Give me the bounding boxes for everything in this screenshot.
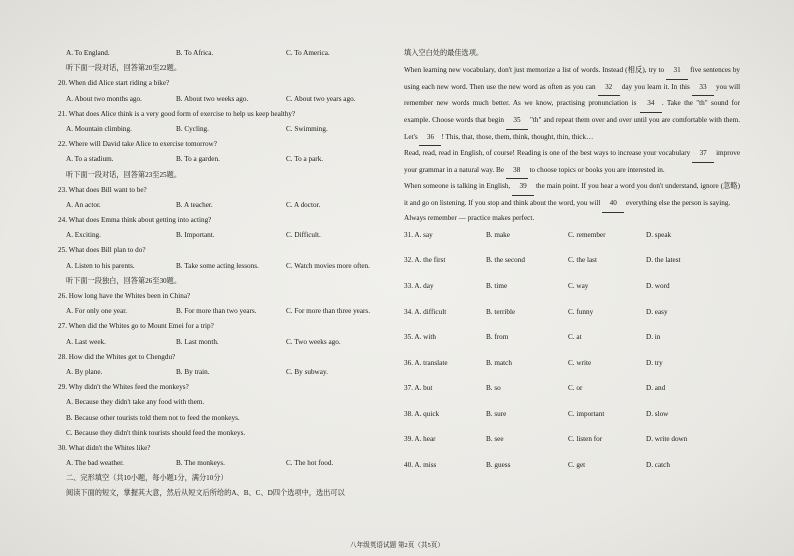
choice-36-a: 36. A. translate (404, 358, 448, 367)
q22-option-b: B. To a garden. (176, 155, 220, 164)
q30-option-b: B. The monkeys. (176, 459, 225, 468)
blank-39: 39 (512, 179, 534, 196)
blank-35: 35 (506, 113, 528, 130)
section-2-instruction: 阅读下面的短文，掌握其大意，然后从短文后所给的A、B、C、D四个选项中，选出可以 (66, 489, 345, 498)
choice-row (404, 281, 740, 307)
q23-option-c: C. A doctor. (286, 200, 321, 209)
blank-38: 38 (506, 163, 528, 180)
q29-option-a: A. Because they didn't take any food with them. (66, 398, 205, 407)
blank-33: 33 (692, 80, 714, 97)
q20-options (58, 94, 388, 109)
choice-34-c: C. funny (568, 307, 594, 316)
p3-text-b: the main point. If you hear a word you don't understand, ignore (忽略) it and go on listening. If you stop and think about the word, you will (404, 182, 740, 207)
blank-31: 31 (666, 63, 688, 80)
q30-options (58, 458, 388, 473)
choice-35-a: 35. A. with (404, 333, 436, 342)
choice-38-a: 38. A. quick (404, 409, 440, 418)
choice-38-b: B. sure (486, 409, 507, 418)
blank-34: 34 (640, 96, 662, 113)
p2-text-c: to choose topics or books you are interested in. (529, 165, 665, 174)
q21-stem: 21. What does Alice think is a very good form of exercise to help us keep healthy? (58, 109, 296, 118)
choice-31-c: C. remember (568, 230, 606, 239)
blank-37: 37 (692, 146, 714, 163)
q26-option-c: C. For more than three years. (286, 307, 371, 316)
q28-options (58, 367, 388, 382)
q20-stem: 20. When did Alice start riding a bike? (58, 79, 170, 88)
p1-text-a: When learning new vocabulary, don't just memorize a list of words. Instead (相反), try to (404, 66, 665, 75)
choice-32-b: B. the second (486, 256, 525, 265)
choice-31-b: B. make (486, 230, 510, 239)
q26-option-a: A. For only one year. (66, 307, 128, 316)
choice-39-b: B. see (486, 435, 504, 444)
choice-35-b: B. from (486, 333, 509, 342)
choice-31-a: 31. A. say (404, 230, 433, 239)
page-footer: 八年级英语试题 第2页（共5页） (350, 542, 444, 549)
q19-options (58, 48, 388, 63)
choice-31-d: D. speak (646, 230, 672, 239)
q22-stem: 22. Where will David take Alice to exercise tomorrow? (58, 140, 217, 149)
choice-row (404, 383, 740, 409)
q24-option-c: C. Difficult. (286, 231, 321, 240)
choice-row (404, 255, 740, 281)
passage-paragraph-1 (404, 63, 740, 146)
q25-option-a: A. Listen to his parents. (66, 261, 135, 270)
q25-stem: 25. What does Bill plan to do? (58, 246, 146, 255)
q28-option-b: B. By train. (176, 367, 210, 376)
choice-35-c: C. at (568, 333, 582, 342)
choice-32-d: D. the latest (646, 256, 681, 265)
q22-option-a: A. To a stadium. (66, 155, 114, 164)
q20-option-b: B. About two weeks ago. (176, 94, 249, 103)
choice-37-a: 37. A. but (404, 384, 433, 393)
section-2-title: 二、完形填空（共10小题，每小题1分，满分10分） (66, 474, 228, 483)
blank-40: 40 (602, 196, 624, 213)
choice-row (404, 307, 740, 333)
q22-option-c: C. To a park. (286, 155, 324, 164)
choice-40-b: B. guess (486, 461, 511, 470)
instruction-continued: 填入空白处的最佳选项。 (404, 49, 484, 57)
passage-paragraph-2 (404, 146, 740, 179)
choice-35-d: D. in (646, 333, 661, 342)
q21-option-c: C. Swimming. (286, 124, 328, 133)
q28-option-c: C. By subway. (286, 367, 328, 376)
choice-row (404, 460, 740, 486)
q20-option-a: A. About two months ago. (66, 94, 142, 103)
right-column (404, 48, 740, 486)
choice-37-b: B. so (486, 384, 501, 393)
q21-options (58, 124, 388, 139)
blank-36: 36 (419, 130, 441, 147)
q23-stem: 23. What does Bill want to be? (58, 185, 147, 194)
p3-text-a: When someone is talking in English, (404, 182, 511, 191)
choice-row (404, 358, 740, 384)
choice-38-c: C. important (568, 409, 605, 418)
choice-40-d: D. catch (646, 461, 670, 470)
q30-stem: 30. What didn't the Whites like? (58, 443, 151, 452)
choice-34-a: 34. A. difficult (404, 307, 447, 316)
choices-list (404, 230, 740, 486)
blank-32: 32 (598, 80, 620, 97)
p1-text-d: day you learn it. In this (621, 82, 690, 91)
q28-option-a: A. By plane. (66, 367, 103, 376)
choice-33-b: B. time (486, 281, 508, 290)
choice-39-a: 39. A. hear (404, 435, 436, 444)
q27-options (58, 337, 388, 352)
q26-stem: 26. How long have the Whites been in China? (58, 292, 191, 300)
p1-text-e: you will remember new words much better. As we know, practising pronunciation is (404, 82, 741, 108)
q24-option-a: A. Exciting. (66, 231, 101, 240)
q27-stem: 27. When did the Whites go to Mount Emei for a trip? (58, 322, 214, 331)
choice-34-b: B. terrible (486, 307, 516, 316)
q23-option-b: B. A teacher. (176, 200, 213, 209)
q30-option-a: A. The bad weather. (66, 459, 124, 468)
q21-option-b: B. Cycling. (176, 124, 209, 133)
choice-38-d: D. slow (646, 409, 669, 418)
q24-option-b: B. Important. (176, 231, 215, 240)
q27-option-c: C. Two weeks ago. (286, 337, 341, 346)
q30-option-c: C. The hot food. (286, 459, 334, 468)
q25-options (58, 261, 388, 276)
choice-33-a: 33. A. day (404, 281, 434, 290)
choice-36-d: D. try (646, 358, 663, 367)
choice-36-c: C. write (568, 358, 592, 367)
q24-stem: 24. What does Emma think about getting into acting? (58, 216, 212, 225)
p2-text-b: improve your grammar in a natural way. Be (404, 149, 741, 174)
choice-39-d: D. write down (646, 435, 688, 444)
q29-stem: 29. Why didn't the Whites feed the monkeys? (58, 383, 189, 392)
choice-row (404, 409, 740, 435)
choice-39-c: C. listen for (568, 435, 603, 444)
q23-option-a: A. An actor. (66, 200, 101, 209)
q19-option-b: B. To Africa. (176, 49, 214, 57)
choice-40-c: C. get (568, 461, 586, 470)
choice-row (404, 230, 740, 256)
p1-text-g: "th" and repeat them over and over until you are comfortable with them. Let's (404, 115, 741, 141)
instruction-20-22: 听下面一段对话，回答第20至22题。 (66, 64, 182, 73)
q29-option-c: C. Because they didn't think tourists should feed the monkeys. (66, 428, 246, 437)
q22-options (58, 154, 388, 169)
q19-option-a: A. To England. (66, 49, 110, 57)
q25-option-c: C. Watch movies more often. (286, 261, 370, 270)
choice-37-d: D. and (646, 384, 666, 393)
p3-text-c: everything else the person is saying. (626, 198, 731, 207)
choice-37-c: C. or (568, 384, 583, 393)
q26-options (58, 306, 388, 321)
q27-option-b: B. Last month. (176, 337, 219, 346)
choice-40-a: 40. A. miss (404, 461, 437, 470)
passage-paragraph-3 (404, 179, 740, 212)
instruction-26-30: 听下面一段独白，回答第26至30题。 (66, 276, 182, 285)
instruction-23-25: 听下面一段对话，回答第23至25题。 (66, 170, 182, 179)
passage-paragraph-4: Always remember — practice makes perfect. (404, 213, 535, 222)
choice-row (404, 332, 740, 358)
q27-option-a: A. Last week. (66, 337, 106, 346)
p1-text-c: five sentences by using each new word. Then use the new word as often as you can (404, 66, 741, 91)
choice-36-b: B. match (486, 358, 512, 367)
q25-option-b: B. Take some acting lessons. (176, 261, 259, 270)
p1-text-h: ! This, that, those, them, think, thought, thin, thick… (441, 132, 594, 141)
choice-32-a: 32. A. the first (404, 256, 446, 265)
choice-33-d: D. word (646, 281, 670, 290)
choice-33-c: C. way (568, 281, 589, 290)
q21-option-a: A. Mountain climbing. (66, 124, 132, 133)
q28-stem: 28. How did the Whites get to Chengdu? (58, 352, 176, 361)
p1-text-f: . Take the "th" sound for example. Choose words that begin (404, 99, 740, 124)
left-column (58, 48, 388, 504)
p2-text-a: Read, read, read in English, of course! Reading is one of the best ways to increase your vocabulary (404, 149, 691, 158)
choice-32-c: C. the last (568, 256, 597, 265)
q26-option-b: B. For more than two years. (176, 307, 257, 316)
q19-option-c: C. To America. (286, 49, 330, 57)
q24-options (58, 230, 388, 245)
choice-row (404, 434, 740, 460)
q20-option-c: C. About two years ago. (286, 94, 356, 103)
q23-options (58, 200, 388, 215)
choice-34-d: D. easy (646, 307, 668, 316)
q29-option-b: B. Because other tourists told them not to feed the monkeys. (66, 413, 240, 422)
